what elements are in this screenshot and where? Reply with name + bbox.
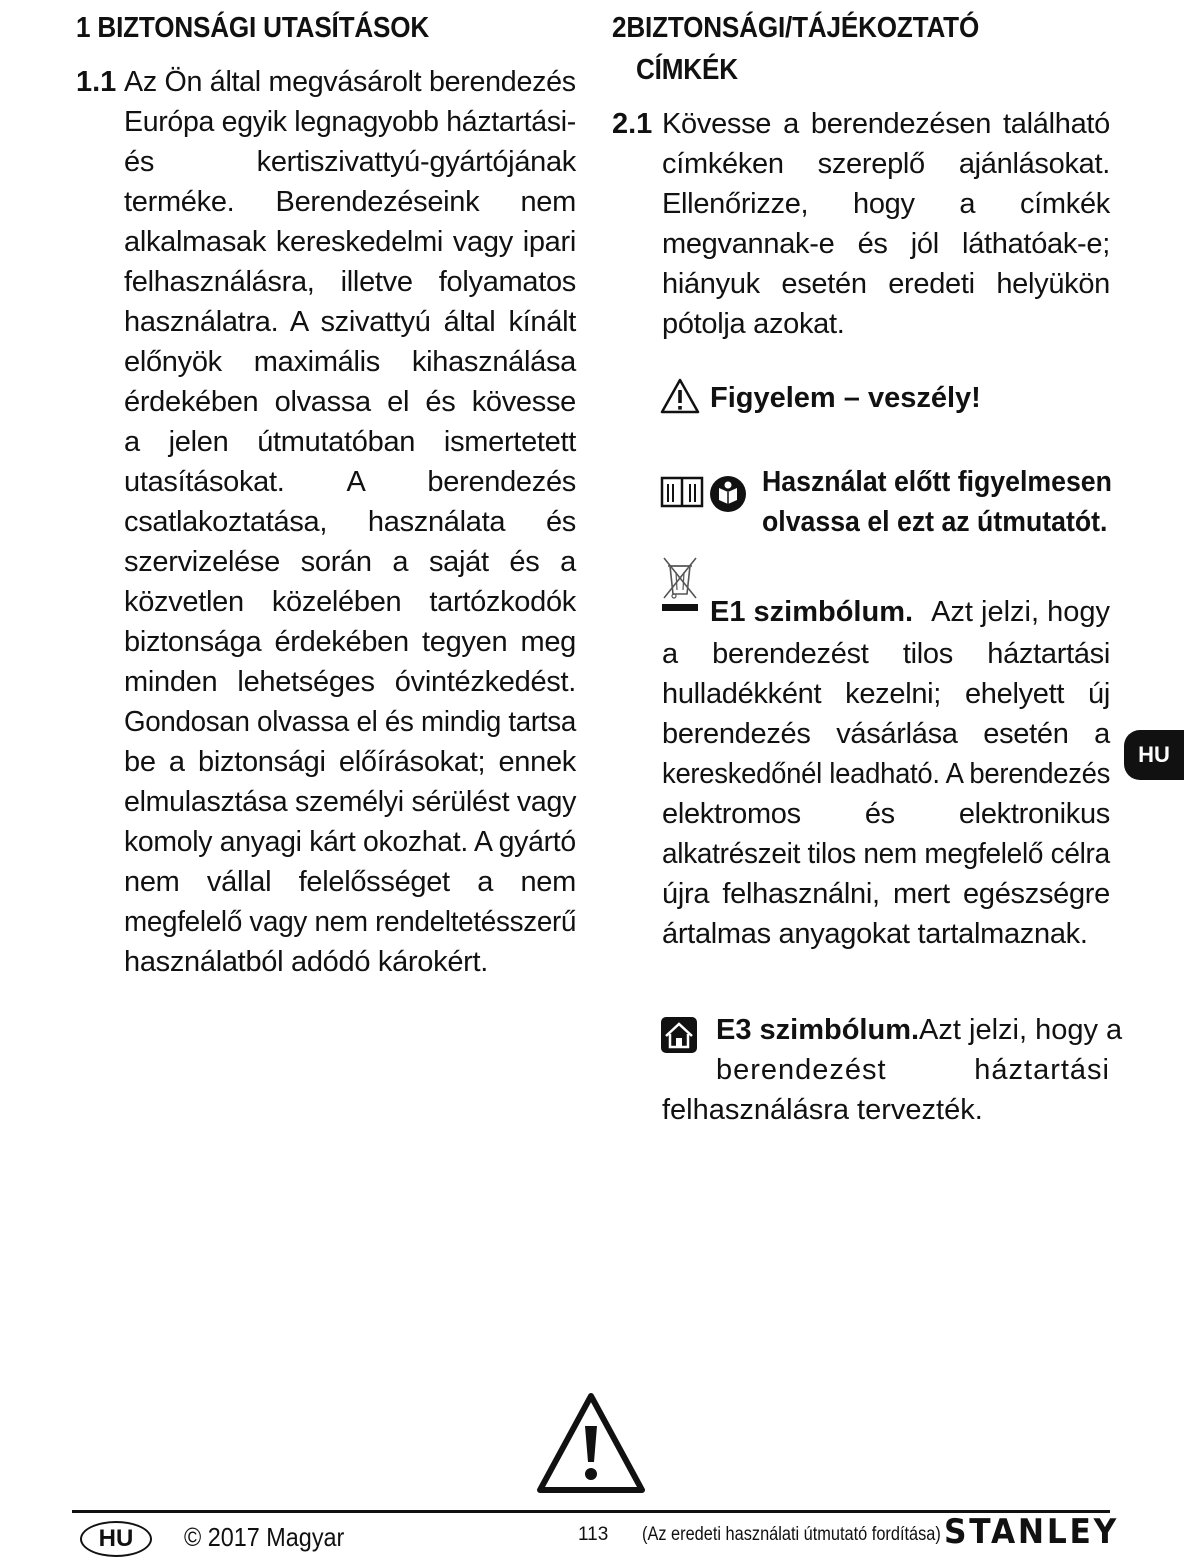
house-icon xyxy=(660,1016,698,1054)
e3-first-line xyxy=(716,1010,1123,1050)
text-line: Európa egyik legnagyobb háztartási- xyxy=(124,106,576,138)
text-line: pótolja azokat. xyxy=(662,308,845,340)
text-line: hulladékként kezelni; ehelyett új xyxy=(662,678,1110,710)
text-line: Ellenőrizze, hogy a címkék xyxy=(662,188,1110,220)
text-line: hiányuk esetén eredeti helyükön xyxy=(662,268,1110,300)
language-side-tab xyxy=(1124,730,1184,780)
footer-translation-note: (Az eredeti használati útmutató fordítása) xyxy=(642,1524,941,1545)
section-number: 2.1 xyxy=(612,108,653,140)
text-line: a berendezést tilos háztartási xyxy=(662,638,1110,670)
e3-line2: berendezést háztartási xyxy=(716,1054,1110,1086)
text-line: felhasználásra, illetve folyamatos xyxy=(124,266,576,298)
text-line: alkatrészeit tilos nem megfelelő célra xyxy=(662,838,1110,870)
text-line: kereskedőnél leadható. A berendezés xyxy=(662,758,1111,790)
e1-first-line xyxy=(710,592,1110,632)
text-line: címkéken szereplő ajánlásokat. xyxy=(662,148,1110,180)
section-1-1-number xyxy=(76,62,116,102)
e1-text xyxy=(662,634,1110,954)
text-line: használatra. A szivattyú által kínált xyxy=(124,306,576,338)
warning-triangle-icon xyxy=(660,378,700,414)
text-line: érdekében olvassa el és kövesse xyxy=(124,386,576,418)
section-number: 1.1 xyxy=(76,66,117,98)
wheelie-bin-crossed-icon xyxy=(660,556,700,614)
language-side-tab-label: HU xyxy=(1138,742,1170,767)
text-line: megvannak-e és jól láthatóak-e; xyxy=(662,228,1110,260)
right-heading-line2: CÍMKÉK xyxy=(636,54,738,86)
text-line: utasításokat. A berendezés xyxy=(124,466,576,498)
text-line: berendezés vásárlása esetén a xyxy=(662,718,1110,750)
text-line: újra felhasználni, mert egészségre xyxy=(662,878,1110,910)
text-line: megfelelő vagy nem rendeltetésszerű xyxy=(124,906,577,938)
footer-language-badge xyxy=(80,1521,152,1557)
e3-label: E3 szimbólum. xyxy=(716,1014,920,1046)
e1-first-line-rest: Azt jelzi, hogy xyxy=(931,596,1110,628)
text-line: elektromos és elektronikus xyxy=(662,798,1110,830)
footer-copyright: © 2017 Magyar xyxy=(184,1522,345,1552)
manual-book-icon xyxy=(660,474,704,510)
e1-label: E1 szimbólum. xyxy=(710,596,914,628)
warning-title: Figyelem – veszély! xyxy=(710,382,981,414)
text-line: terméke. Berendezéseink nem xyxy=(124,186,576,218)
text-line: előnyök maximális kihasználása xyxy=(124,346,576,378)
section-1-1-lines xyxy=(124,62,576,982)
section-1-1-text xyxy=(124,62,576,982)
left-heading: 1 BIZTONSÁGI UTASÍTÁSOK xyxy=(76,12,430,44)
read-manual-line2: olvassa el ezt az útmutatót. xyxy=(762,506,1108,538)
section-2-1-lines xyxy=(662,104,1110,344)
text-line: be a biztonsági előírásokat; ennek xyxy=(124,746,576,778)
text-line: minden lehetséges óvintézkedést. xyxy=(124,666,576,698)
read-manual-line1: Használat előtt figyelmesen xyxy=(762,466,1112,498)
footer-page-number: 113 xyxy=(578,1524,609,1545)
text-line: csatlakoztatása, használata és xyxy=(124,506,576,538)
text-line: és kertiszivattyú-gyártójának xyxy=(124,146,576,178)
text-line: Gondosan olvassa el és mindig tartsa xyxy=(124,706,577,738)
text-line: komoly anyagi kárt okozhat. A gyártó xyxy=(124,826,576,858)
text-line: a jelen útmutatóban ismertetett xyxy=(124,426,576,458)
section-2-1-number xyxy=(612,104,652,144)
e1-lines xyxy=(662,634,1110,954)
e3-line3: felhasználásra tervezték. xyxy=(662,1094,983,1126)
right-heading-line1: 2BIZTONSÁGI/TÁJÉKOZTATÓ xyxy=(612,12,980,44)
text-line: biztonsága érdekében tegyen meg xyxy=(124,626,576,658)
text-line: alkalmasak kereskedelmi vagy ipari xyxy=(124,226,576,258)
text-line: szervizelése során a saját és a xyxy=(124,546,576,578)
text-line: Kövesse a berendezésen található xyxy=(662,108,1110,140)
section-2-1-text xyxy=(662,104,1110,344)
footer-language-label: HU xyxy=(98,1525,134,1552)
read-manual-icon xyxy=(708,474,748,514)
text-line: nem vállal felelősséget a nem xyxy=(124,866,576,898)
e3-first-line-rest: Azt jelzi, hogy a xyxy=(919,1014,1123,1046)
stanley-logo: STANLEY xyxy=(944,1512,1120,1552)
read-manual-text xyxy=(762,462,1112,542)
text-line: ártalmas anyagokat tartalmaznak. xyxy=(662,918,1088,950)
large-warning-triangle-icon xyxy=(536,1392,646,1496)
text-line: használatból adódó károkért. xyxy=(124,946,489,978)
text-line: elmulasztása személyi sérülést vagy xyxy=(124,786,577,818)
text-line: Az Ön által megvásárolt berendezés xyxy=(124,66,576,98)
text-line: közvetlen közelében tartózkodók xyxy=(124,586,576,618)
